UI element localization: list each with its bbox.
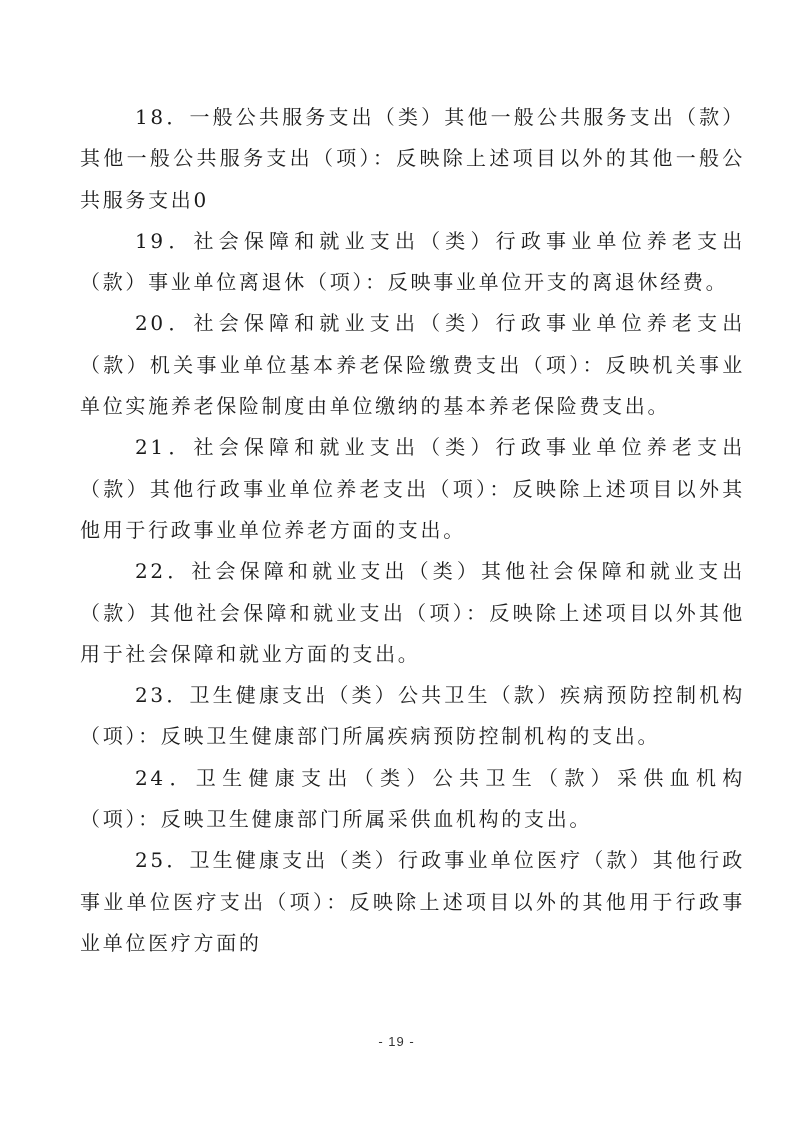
paragraph-21: 21．社会保障和就业支出（类）行政事业单位养老支出（款）其他行政事业单位养老支出（项）：反映除上述项目以外其他用于行政事业单位养老方面的支出。 bbox=[80, 435, 745, 542]
document-body bbox=[80, 97, 745, 964]
paragraph-19: 19．社会保障和就业支出（类）行政事业单位养老支出（款）事业单位离退休（项）：反映事业单位开支的离退休经费。 bbox=[80, 228, 745, 295]
paragraph-22: 22．社会保障和就业支出（类）其他社会保障和就业支出（款）其他社会保障和就业支出（项）：反映除上述项目以外其他用于社会保障和就业方面的支出。 bbox=[80, 559, 745, 666]
paragraph-20: 20．社会保障和就业支出（类）行政事业单位养老支出（款）机关事业单位基本养老保险缴费支出（项）：反映机关事业单位实施养老保险制度由单位缴纳的基本养老保险费支出。 bbox=[80, 311, 745, 419]
paragraph-25: 25．卫生健康支出（类）行政事业单位医疗（款）其他行政事业单位医疗支出（项）：反映除上述项目以外的其他用于行政事业单位医疗方面的 bbox=[80, 848, 745, 955]
paragraph-18: 18．一般公共服务支出（类）其他一般公共服务支出（款）其他一般公共服务支出（项）：反映除上述项目以外的其他一般公共服务支出0 bbox=[80, 105, 745, 212]
paragraph-24: 24．卫生健康支出（类）公共卫生（款）采供血机构（项）：反映卫生健康部门所属采供血机构的支出。 bbox=[80, 765, 745, 832]
paragraph-23: 23．卫生健康支出（类）公共卫生（款）疾病预防控制机构（项）：反映卫生健康部门所属疾病预防控制机构的支出。 bbox=[80, 683, 745, 749]
page-number: - 19 - bbox=[378, 1034, 415, 1049]
